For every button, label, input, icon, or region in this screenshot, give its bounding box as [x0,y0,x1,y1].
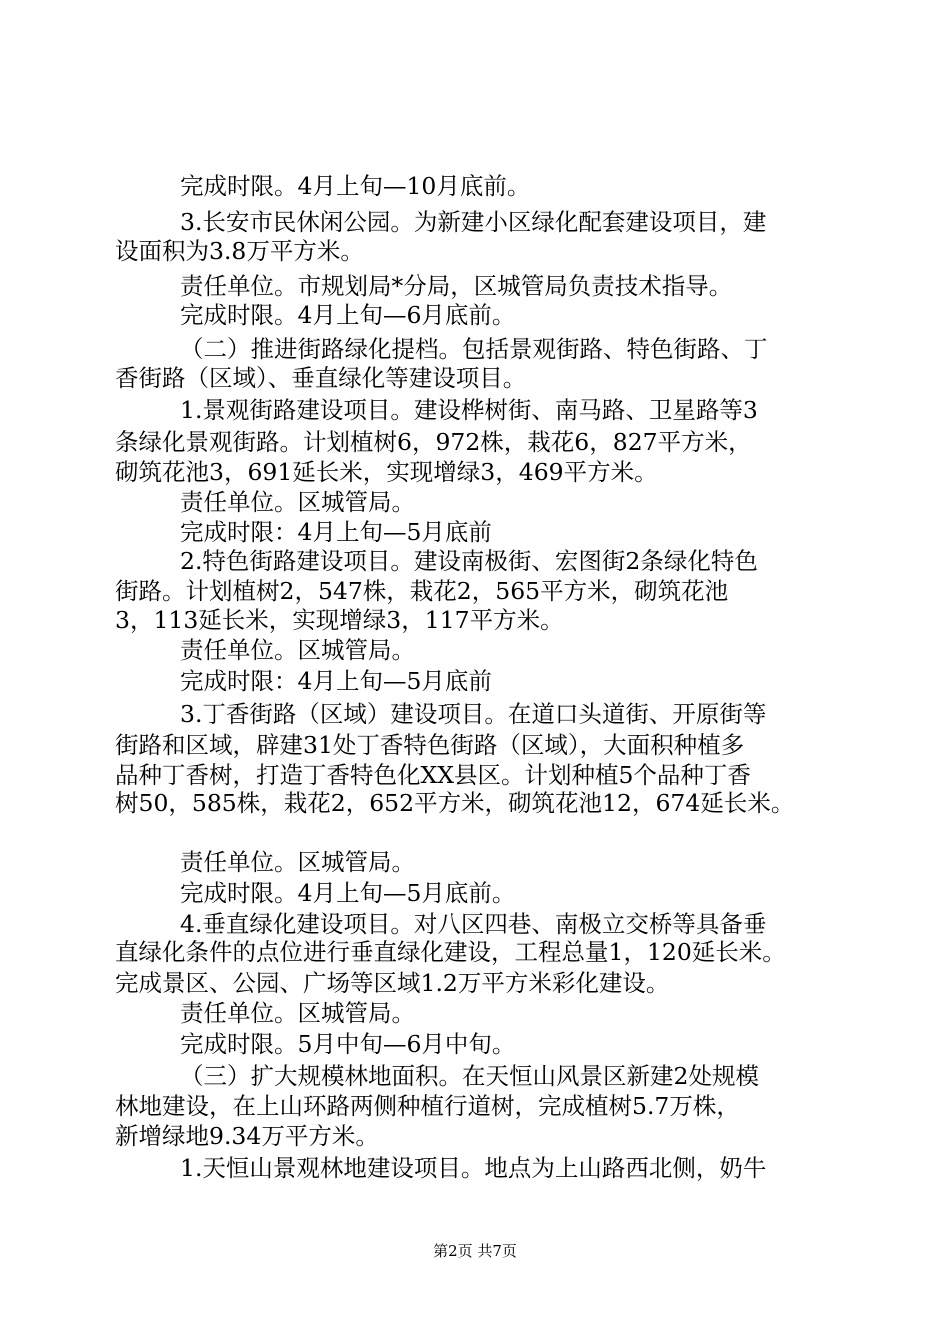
paragraph-line: 香街路（区域）、垂直绿化等建设项目。 [115,364,527,392]
section-heading: （二）推进街路绿化提档。包括景观街路、特色街路、丁 [180,335,768,363]
paragraph-line: 4.垂直绿化建设项目。对八区四巷、南极立交桥等具备垂 [180,910,767,938]
paragraph-line: 1.天恒山景观林地建设项目。地点为上山路西北侧，奶牛 [180,1154,767,1182]
paragraph-line: 直绿化条件的点位进行垂直绿化建设，工程总量1，120延长米。 [115,938,786,966]
paragraph-line: 完成时限。5月中旬—6月中旬。 [180,1030,516,1058]
paragraph-line: 完成时限：4月上旬—5月底前 [180,667,492,695]
paragraph-line: 新增绿地9.34万平方米。 [115,1122,379,1150]
paragraph-line: 责任单位。区城管局。 [180,999,415,1027]
paragraph-line: 完成景区、公园、广场等区域1.2万平方米彩化建设。 [115,969,670,997]
section-heading: （三）扩大规模林地面积。在天恒山风景区新建2处规模 [180,1062,759,1090]
paragraph-line: 完成时限。4月上旬—5月底前。 [180,879,516,907]
paragraph-line: 设面积为3.8万平方米。 [115,237,364,265]
paragraph-line: 街路和区域，辟建31处丁香特色街路（区域），大面积种植多 [115,731,745,759]
paragraph-line: 责任单位。区城管局。 [180,488,415,516]
paragraph-line: 树50，585株，栽花2，652平方米，砌筑花池12，674延长米。 [115,789,795,817]
paragraph-line: 责任单位。区城管局。 [180,848,415,876]
paragraph-line: 林地建设，在上山环路两侧种植行道树，完成植树5.7万株， [115,1092,740,1120]
page-number-indicator: 第2页 共7页 [433,1242,517,1260]
paragraph-line: 完成时限。4月上旬—6月底前。 [180,301,516,329]
paragraph-line: 完成时限：4月上旬—5月底前 [180,518,492,546]
paragraph-line: 责任单位。市规划局*分局，区城管局负责技术指导。 [180,272,733,300]
paragraph-line: 砌筑花池3，691延长米，实现增绿3，469平方米。 [115,458,658,486]
paragraph-line: 2.特色街路建设项目。建设南极街、宏图街2条绿化特色 [180,547,758,575]
paragraph-line: 3.丁香街路（区域）建设项目。在道口头道街、开原街等 [180,700,767,728]
page-footer [0,1241,950,1261]
paragraph-line: 条绿化景观街路。计划植树6，972株，栽花6，827平方米， [115,428,752,456]
paragraph-line: 3，113延长米，实现增绿3，117平方米。 [115,606,564,634]
paragraph-line: 1.景观街路建设项目。建设桦树街、南马路、卫星路等3 [180,396,758,424]
paragraph-line: 品种丁香树，打造丁香特色化XX县区。计划种植5个品种丁香 [115,761,751,789]
paragraph-line: 街路。计划植树2，547株，栽花2，565平方米，砌筑花池 [115,577,729,605]
paragraph-line: 3.长安市民休闲公园。为新建小区绿化配套建设项目，建 [180,208,767,236]
paragraph-line: 责任单位。区城管局。 [180,636,415,664]
paragraph-line: 完成时限。4月上旬—10月底前。 [180,172,531,200]
